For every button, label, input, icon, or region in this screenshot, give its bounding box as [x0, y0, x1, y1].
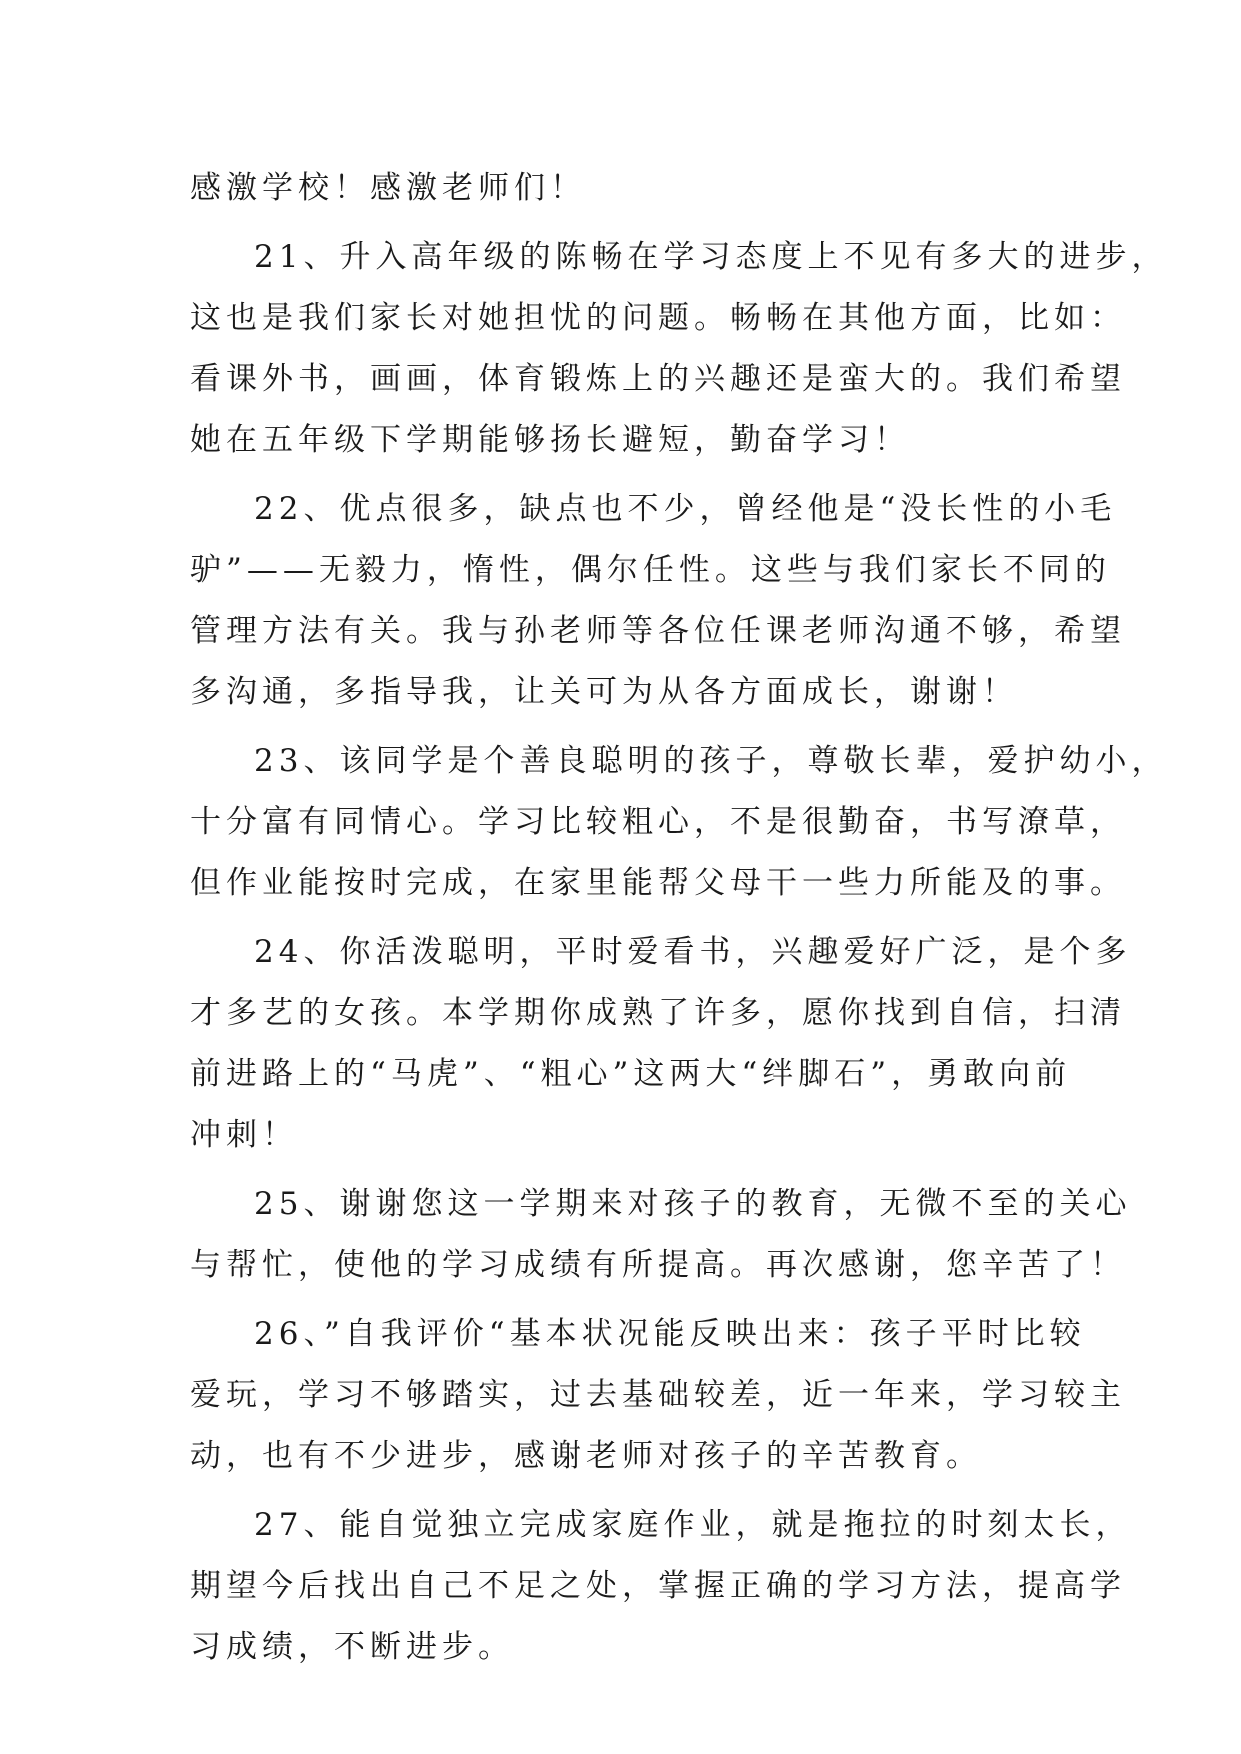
paragraph [190, 1495, 1132, 1678]
text-line: 23、该同学是个善良聪明的孩子，尊敬长辈，爱护幼小， [254, 743, 1168, 779]
text-line: 十分富有同情心。学习比较粗心，不是很勤奋，书写潦草， [190, 804, 1126, 840]
text-line: 但作业能按时完成，在家里能帮父母干一些力所能及的事。 [190, 865, 1126, 901]
text-line: 22、优点很多，缺点也不少，曾经他是“没长性的小毛 [254, 491, 1117, 527]
paragraph [190, 1304, 1126, 1487]
document-body [190, 158, 1168, 1678]
paragraph [190, 731, 1168, 914]
text-line: 动，也有不少进步，感谢老师对孩子的辛苦教育。 [190, 1438, 982, 1474]
text-line: 多沟通，多指导我，让关可为从各方面成长，谢谢！ [190, 674, 1018, 710]
text-line: 爱玩，学习不够踏实，过去基础较差，近一年来，学习较主 [190, 1377, 1126, 1413]
paragraph [190, 1174, 1132, 1296]
paragraph [190, 922, 1132, 1166]
text-line: 期望今后找出自己不足之处，掌握正确的学习方法，提高学 [190, 1568, 1126, 1604]
text-line: 才多艺的女孩。本学期你成熟了许多，愿你找到自信，扫清 [190, 995, 1126, 1031]
text-line: 与帮忙，使他的学习成绩有所提高。再次感谢，您辛苦了！ [190, 1247, 1126, 1283]
paragraph [190, 227, 1168, 471]
text-line: 24、你活泼聪明，平时爱看书，兴趣爱好广泛，是个多 [254, 934, 1132, 970]
text-line: 习成绩，不断进步。 [190, 1629, 514, 1665]
text-line: 驴”——无毅力，惰性，偶尔任性。这些与我们家长不同的 [190, 552, 1111, 588]
text-line: 她在五年级下学期能够扬长避短，勤奋学习！ [190, 422, 910, 458]
text-line: 冲刺！ [190, 1117, 298, 1153]
text-line: 25、谢谢您这一学期来对孩子的教育，无微不至的关心 [254, 1186, 1132, 1222]
paragraph [190, 158, 1090, 219]
text-line: 这也是我们家长对她担忧的问题。畅畅在其他方面，比如： [190, 300, 1126, 336]
text-line: 26、”自我评价“基本状况能反映出来：孩子平时比较 [254, 1316, 1086, 1352]
text-line: 感激学校！感激老师们！ [190, 170, 586, 206]
text-line: 看课外书，画画，体育锻炼上的兴趣还是蛮大的。我们希望 [190, 361, 1126, 397]
paragraph [190, 479, 1126, 723]
text-line: 27、能自觉独立完成家庭作业，就是拖拉的时刻太长， [254, 1507, 1132, 1543]
text-line: 管理方法有关。我与孙老师等各位任课老师沟通不够，希望 [190, 613, 1126, 649]
text-line: 前进路上的“马虎”、“粗心”这两大“绊脚石”，勇敢向前 [190, 1056, 1072, 1092]
text-line: 21、升入高年级的陈畅在学习态度上不见有多大的进步， [254, 239, 1168, 275]
